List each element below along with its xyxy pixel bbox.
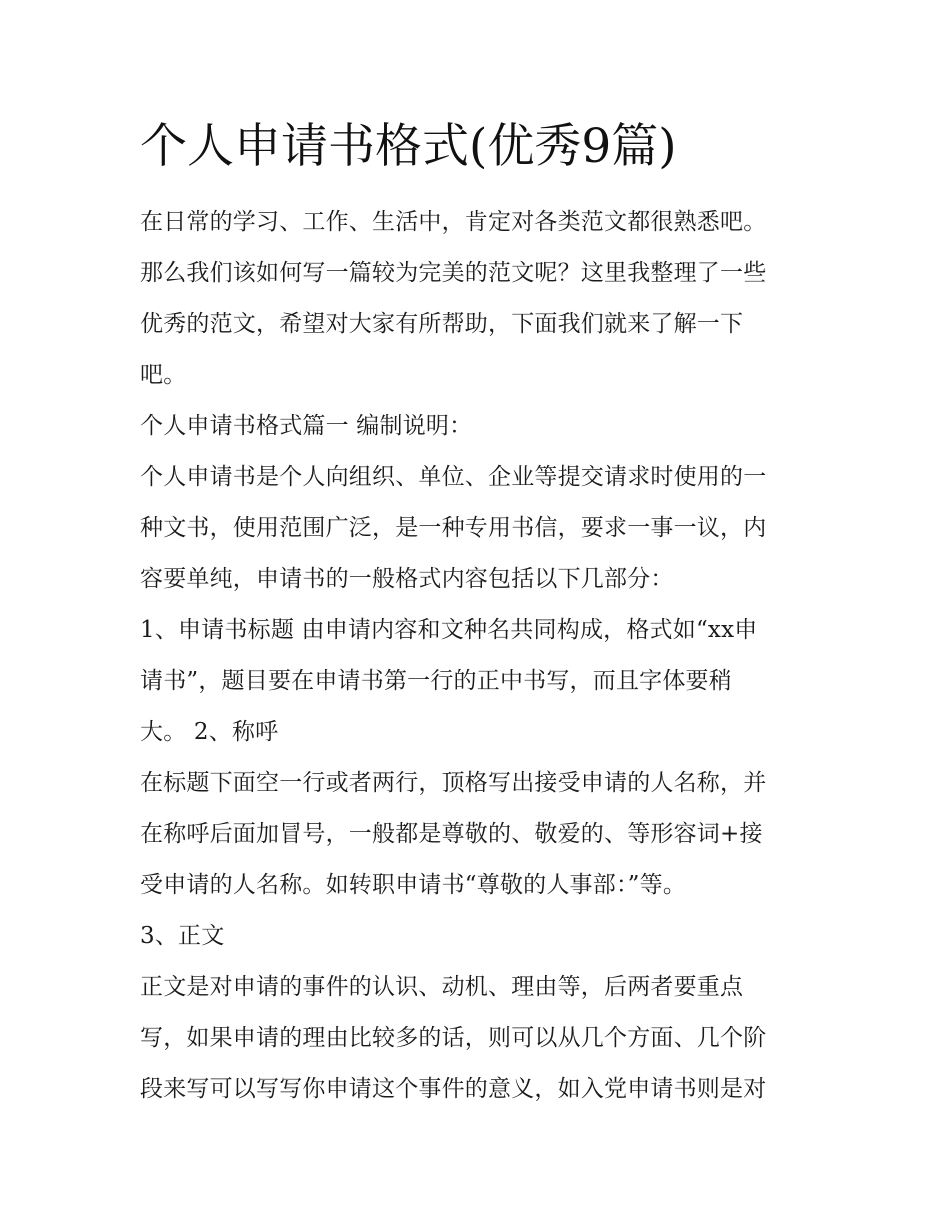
body-line: 写，如果申请的理由比较多的话，则可以从几个方面、几个阶 bbox=[140, 1025, 767, 1051]
body-line: 容要单纯，申请书的一般格式内容包括以下几部分： bbox=[140, 566, 674, 592]
body-line: 吧。 bbox=[140, 362, 187, 388]
body-line: 大。 2、称呼 bbox=[140, 719, 279, 745]
body-line: 1、申请书标题 由申请内容和文种名共同构成，格式如“xx申 bbox=[140, 617, 758, 643]
body-line: 受申请的人名称。如转职申请书“尊敬的人事部：”等。 bbox=[140, 872, 687, 898]
body-line: 个人申请书是个人向组织、单位、企业等提交请求时使用的一 bbox=[140, 464, 767, 490]
body-line: 那么我们该如何写一篇较为完美的范文呢？这里我整理了一些 bbox=[140, 260, 767, 286]
body-line: 种文书，使用范围广泛，是一种专用书信，要求一事一议，内 bbox=[140, 515, 767, 541]
body-line: 优秀的范文，希望对大家有所帮助，下面我们就来了解一下 bbox=[140, 311, 744, 337]
body-line: 3、正文 bbox=[140, 923, 225, 949]
body-line: 在日常的学习、工作、生活中，肯定对各类范文都很熟悉吧。 bbox=[140, 209, 767, 235]
section-heading: 个人申请书格式篇一 编制说明： bbox=[140, 413, 473, 439]
body-line: 段来写可以写写你申请这个事件的意义，如入党申请书则是对 bbox=[140, 1076, 767, 1102]
body-line: 在称呼后面加冒号，一般都是尊敬的、敬爱的、等形容词+接 bbox=[140, 821, 763, 847]
body-line: 正文是对申请的事件的认识、动机、理由等，后两者要重点 bbox=[140, 974, 744, 1000]
document-body bbox=[140, 199, 820, 1117]
document-title: 个人申请书格式(优秀9篇) bbox=[140, 119, 677, 174]
body-line: 请书”，题目要在申请书第一行的正中书写，而且字体要稍 bbox=[140, 668, 732, 694]
body-line: 在标题下面空一行或者两行，顶格写出接受申请的人名称，并 bbox=[140, 770, 767, 796]
